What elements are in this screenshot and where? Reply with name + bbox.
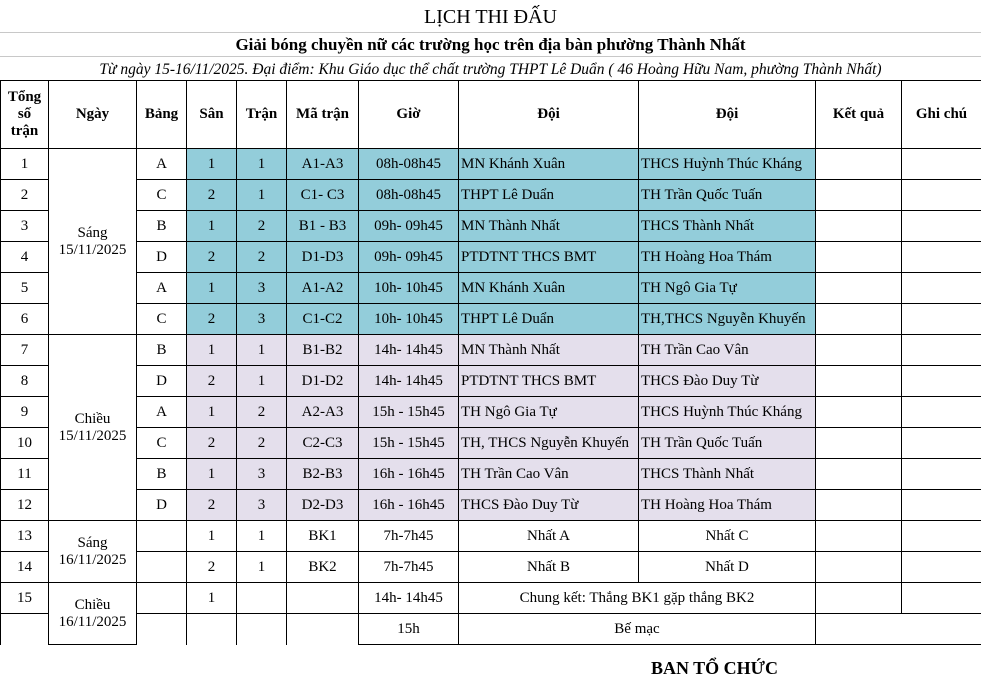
time-cell: 08h-08h45 bbox=[359, 149, 459, 180]
note-cell bbox=[902, 180, 981, 211]
table-row bbox=[1, 614, 981, 645]
code-cell: D1-D3 bbox=[287, 242, 359, 273]
team1-cell: MN Thành Nhất bbox=[459, 335, 639, 366]
time-cell: 15h bbox=[359, 614, 459, 645]
match-cell: 1 bbox=[237, 521, 287, 552]
group-cell: A bbox=[137, 149, 187, 180]
group-cell: A bbox=[137, 397, 187, 428]
closing-ceremony-cell: Bế mạc bbox=[459, 614, 816, 645]
note-cell bbox=[902, 242, 981, 273]
match-cell: 2 bbox=[237, 397, 287, 428]
court-cell: 1 bbox=[187, 521, 237, 552]
result-cell bbox=[816, 521, 902, 552]
table-row bbox=[1, 242, 981, 273]
team2-cell: TH Trần Quốc Tuấn bbox=[639, 180, 816, 211]
code-cell: D2-D3 bbox=[287, 490, 359, 521]
table-row bbox=[1, 397, 981, 428]
match-number: 9 bbox=[1, 397, 49, 428]
team1-cell: MN Khánh Xuân bbox=[459, 149, 639, 180]
team2-cell: THCS Huỳnh Thúc Kháng bbox=[639, 149, 816, 180]
result-cell bbox=[816, 428, 902, 459]
note-cell bbox=[902, 273, 981, 304]
court-cell: 2 bbox=[187, 428, 237, 459]
team2-cell: THCS Huỳnh Thúc Kháng bbox=[639, 397, 816, 428]
match-number: 5 bbox=[1, 273, 49, 304]
session-cell: Sáng 15/11/2025 bbox=[49, 149, 137, 335]
result-cell bbox=[816, 490, 902, 521]
group-cell bbox=[137, 583, 187, 614]
event-info: Từ ngày 15-16/11/2025. Đại điểm: Khu Giáo dục thể chất trường THPT Lê Duẩn ( 46 Hoàng Hữu Nam, phường Thành Nhất) bbox=[0, 56, 981, 80]
group-cell: B bbox=[137, 211, 187, 242]
group-cell bbox=[137, 521, 187, 552]
court-cell: 1 bbox=[187, 335, 237, 366]
team1-cell: THCS Đào Duy Từ bbox=[459, 490, 639, 521]
note-cell bbox=[902, 211, 981, 242]
match-cell: 3 bbox=[237, 304, 287, 335]
match-cell: 3 bbox=[237, 273, 287, 304]
result-cell bbox=[816, 242, 902, 273]
code-cell: C1- C3 bbox=[287, 180, 359, 211]
note-cell bbox=[902, 583, 981, 614]
table-row bbox=[1, 552, 981, 583]
note-cell bbox=[902, 335, 981, 366]
session-cell: Chiều 15/11/2025 bbox=[49, 335, 137, 521]
court-cell: 2 bbox=[187, 304, 237, 335]
team2-cell: THCS Thành Nhất bbox=[639, 459, 816, 490]
code-cell: A1-A2 bbox=[287, 273, 359, 304]
result-cell bbox=[816, 180, 902, 211]
match-cell: 1 bbox=[237, 552, 287, 583]
note-cell bbox=[902, 428, 981, 459]
time-cell: 08h-08h45 bbox=[359, 180, 459, 211]
col-header-group: Bảng bbox=[137, 81, 187, 149]
court-cell: 1 bbox=[187, 211, 237, 242]
team1-cell: THPT Lê Duẩn bbox=[459, 304, 639, 335]
time-cell: 16h - 16h45 bbox=[359, 490, 459, 521]
team2-cell: TH,THCS Nguyễn Khuyến bbox=[639, 304, 816, 335]
table-row bbox=[1, 366, 981, 397]
result-cell bbox=[816, 304, 902, 335]
match-number: 2 bbox=[1, 180, 49, 211]
court-cell: 1 bbox=[187, 149, 237, 180]
code-cell: C1-C2 bbox=[287, 304, 359, 335]
time-cell: 10h- 10h45 bbox=[359, 304, 459, 335]
table-row bbox=[1, 273, 981, 304]
col-header-time: Giờ bbox=[359, 81, 459, 149]
team2-cell: TH Trần Cao Vân bbox=[639, 335, 816, 366]
group-cell: C bbox=[137, 428, 187, 459]
team2-cell: TH Ngô Gia Tự bbox=[639, 273, 816, 304]
result-cell bbox=[816, 366, 902, 397]
team1-cell: PTDTNT THCS BMT bbox=[459, 366, 639, 397]
court-cell: 2 bbox=[187, 552, 237, 583]
court-cell: 2 bbox=[187, 180, 237, 211]
code-cell: A2-A3 bbox=[287, 397, 359, 428]
col-header-team1: Đội bbox=[459, 81, 639, 149]
table-row bbox=[1, 459, 981, 490]
team1-cell: TH Ngô Gia Tự bbox=[459, 397, 639, 428]
time-cell: 10h- 10h45 bbox=[359, 273, 459, 304]
court-cell: 1 bbox=[187, 397, 237, 428]
table-row bbox=[1, 490, 981, 521]
blank-cell bbox=[1, 614, 49, 645]
team2-cell: THCS Đào Duy Từ bbox=[639, 366, 816, 397]
team1-cell: Nhất B bbox=[459, 552, 639, 583]
match-cell: 2 bbox=[237, 211, 287, 242]
col-header-total: Tổng số trận bbox=[1, 81, 49, 149]
group-cell: D bbox=[137, 242, 187, 273]
code-cell: C2-C3 bbox=[287, 428, 359, 459]
court-cell: 2 bbox=[187, 490, 237, 521]
note-cell bbox=[902, 366, 981, 397]
match-number: 13 bbox=[1, 521, 49, 552]
match-number: 1 bbox=[1, 149, 49, 180]
organizer-signature: BAN TỔ CHỨC bbox=[651, 658, 779, 678]
team1-cell: THPT Lê Duẩn bbox=[459, 180, 639, 211]
match-number: 8 bbox=[1, 366, 49, 397]
team2-cell: Nhất C bbox=[639, 521, 816, 552]
match-number: 11 bbox=[1, 459, 49, 490]
time-cell: 14h- 14h45 bbox=[359, 583, 459, 614]
result-cell bbox=[816, 397, 902, 428]
header-row bbox=[1, 81, 981, 149]
court-cell: 2 bbox=[187, 366, 237, 397]
page-subtitle: Giải bóng chuyền nữ các trường học trên địa bàn phường Thành Nhất bbox=[0, 32, 981, 56]
code-cell: B1-B2 bbox=[287, 335, 359, 366]
blank-cell bbox=[816, 614, 981, 645]
table-row bbox=[1, 583, 981, 614]
team2-cell: THCS Thành Nhất bbox=[639, 211, 816, 242]
schedule-table bbox=[0, 80, 981, 645]
team2-cell: TH Hoàng Hoa Thám bbox=[639, 490, 816, 521]
blank-cell bbox=[187, 614, 237, 645]
final-match-cell: Chung kết: Thắng BK1 gặp thắng BK2 bbox=[459, 583, 816, 614]
table-row bbox=[1, 335, 981, 366]
note-cell bbox=[902, 397, 981, 428]
code-cell: A1-A3 bbox=[287, 149, 359, 180]
team1-cell: TH Trần Cao Vân bbox=[459, 459, 639, 490]
blank-cell bbox=[137, 614, 187, 645]
time-cell: 15h - 15h45 bbox=[359, 397, 459, 428]
group-cell: B bbox=[137, 459, 187, 490]
match-number: 6 bbox=[1, 304, 49, 335]
time-cell: 7h-7h45 bbox=[359, 521, 459, 552]
match-cell: 1 bbox=[237, 335, 287, 366]
team2-cell: TH Trần Quốc Tuấn bbox=[639, 428, 816, 459]
match-number: 4 bbox=[1, 242, 49, 273]
blank-cell bbox=[237, 614, 287, 645]
col-header-date: Ngày bbox=[49, 81, 137, 149]
group-cell: D bbox=[137, 366, 187, 397]
match-cell: 1 bbox=[237, 180, 287, 211]
team2-cell: Nhất D bbox=[639, 552, 816, 583]
note-cell bbox=[902, 459, 981, 490]
page-title: LỊCH THI ĐẤU bbox=[424, 6, 557, 28]
team1-cell: MN Thành Nhất bbox=[459, 211, 639, 242]
table-row bbox=[1, 304, 981, 335]
time-cell: 14h- 14h45 bbox=[359, 366, 459, 397]
session-cell: Sáng 16/11/2025 bbox=[49, 521, 137, 583]
court-cell: 2 bbox=[187, 242, 237, 273]
match-cell: 3 bbox=[237, 459, 287, 490]
result-cell bbox=[816, 211, 902, 242]
note-cell bbox=[902, 552, 981, 583]
col-header-team2: Đội bbox=[639, 81, 816, 149]
time-cell: 7h-7h45 bbox=[359, 552, 459, 583]
note-cell bbox=[902, 490, 981, 521]
match-cell: 2 bbox=[237, 428, 287, 459]
match-cell: 2 bbox=[237, 242, 287, 273]
time-cell: 09h- 09h45 bbox=[359, 242, 459, 273]
code-cell: BK2 bbox=[287, 552, 359, 583]
match-number: 10 bbox=[1, 428, 49, 459]
group-cell bbox=[137, 552, 187, 583]
team2-cell: TH Hoàng Hoa Thám bbox=[639, 242, 816, 273]
col-header-result: Kết quả bbox=[816, 81, 902, 149]
col-header-court: Sân bbox=[187, 81, 237, 149]
result-cell bbox=[816, 335, 902, 366]
note-cell bbox=[902, 521, 981, 552]
court-cell: 1 bbox=[187, 273, 237, 304]
result-cell bbox=[816, 583, 902, 614]
group-cell: C bbox=[137, 304, 187, 335]
group-cell: C bbox=[137, 180, 187, 211]
match-cell bbox=[237, 583, 287, 614]
session-cell: Chiều 16/11/2025 bbox=[49, 583, 137, 645]
match-number: 7 bbox=[1, 335, 49, 366]
table-row bbox=[1, 428, 981, 459]
table-row bbox=[1, 180, 981, 211]
result-cell bbox=[816, 552, 902, 583]
table-row bbox=[1, 521, 981, 552]
code-cell: B2-B3 bbox=[287, 459, 359, 490]
team1-cell: MN Khánh Xuân bbox=[459, 273, 639, 304]
group-cell: A bbox=[137, 273, 187, 304]
match-number: 12 bbox=[1, 490, 49, 521]
team1-cell: PTDTNT THCS BMT bbox=[459, 242, 639, 273]
result-cell bbox=[816, 459, 902, 490]
blank-cell bbox=[287, 614, 359, 645]
result-cell bbox=[816, 149, 902, 180]
match-cell: 1 bbox=[237, 366, 287, 397]
col-header-code: Mã trận bbox=[287, 81, 359, 149]
result-cell bbox=[816, 273, 902, 304]
court-cell: 1 bbox=[187, 459, 237, 490]
time-cell: 15h - 15h45 bbox=[359, 428, 459, 459]
match-number: 15 bbox=[1, 583, 49, 614]
code-cell: D1-D2 bbox=[287, 366, 359, 397]
code-cell bbox=[287, 583, 359, 614]
col-header-note: Ghi chú bbox=[902, 81, 981, 149]
team1-cell: Nhất A bbox=[459, 521, 639, 552]
team1-cell: TH, THCS Nguyễn Khuyến bbox=[459, 428, 639, 459]
group-cell: D bbox=[137, 490, 187, 521]
note-cell bbox=[902, 304, 981, 335]
match-number: 14 bbox=[1, 552, 49, 583]
time-cell: 16h - 16h45 bbox=[359, 459, 459, 490]
court-cell: 1 bbox=[187, 583, 237, 614]
match-cell: 1 bbox=[237, 149, 287, 180]
time-cell: 09h- 09h45 bbox=[359, 211, 459, 242]
match-number: 3 bbox=[1, 211, 49, 242]
table-row bbox=[1, 211, 981, 242]
group-cell: B bbox=[137, 335, 187, 366]
note-cell bbox=[902, 149, 981, 180]
code-cell: B1 - B3 bbox=[287, 211, 359, 242]
time-cell: 14h- 14h45 bbox=[359, 335, 459, 366]
code-cell: BK1 bbox=[287, 521, 359, 552]
match-cell: 3 bbox=[237, 490, 287, 521]
table-row bbox=[1, 149, 981, 180]
col-header-match: Trận bbox=[237, 81, 287, 149]
